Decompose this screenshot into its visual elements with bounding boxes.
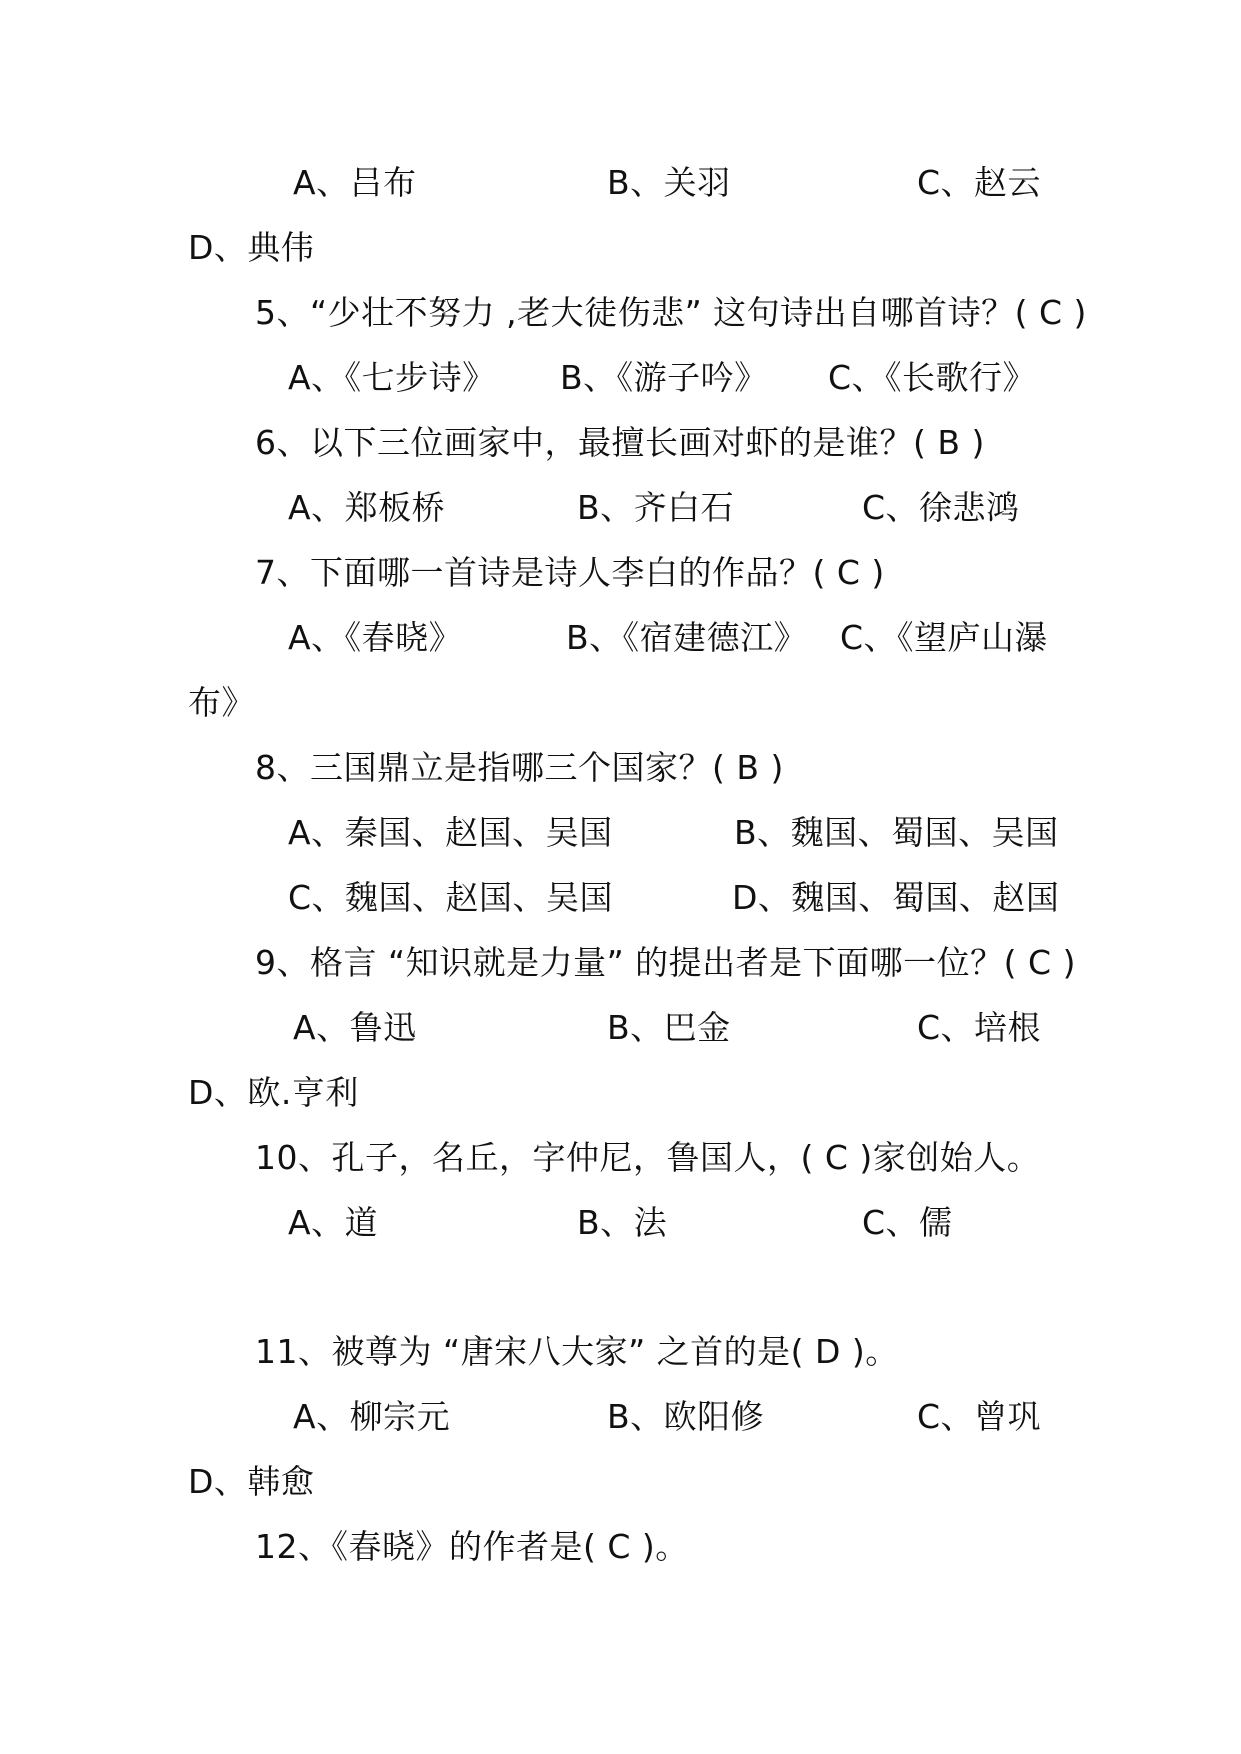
question-12: 12、《春晓》的作者是( C )。 <box>255 1527 689 1566</box>
option-4a: A、吕布 <box>293 163 417 202</box>
option-11c: C、曾巩 <box>917 1397 1042 1436</box>
question-11: 11、被尊为 “唐宋八大家” 之首的是( D )。 <box>255 1332 899 1371</box>
option-9c: C、培根 <box>917 1008 1042 1047</box>
option-5a: A、《七步诗》 <box>288 358 496 397</box>
option-6a: A、郑板桥 <box>288 488 446 527</box>
option-7c-continued: 布》 <box>188 683 255 722</box>
option-5c: C、《长歌行》 <box>828 358 1037 397</box>
option-9b: B、巴金 <box>607 1008 731 1047</box>
option-8b: B、魏国、蜀国、吴国 <box>734 813 1059 852</box>
question-9: 9、格言 “知识就是力量” 的提出者是下面哪一位？( C ) <box>255 943 1076 982</box>
option-5b: B、《游子吟》 <box>560 358 768 397</box>
question-6: 6、以下三位画家中，最擅长画对虾的是谁？( B ) <box>255 423 985 462</box>
question-10: 10、孔子，名丘，字仲尼，鲁国人，( C )家创始人。 <box>255 1138 1041 1177</box>
option-10c: C、儒 <box>862 1203 953 1242</box>
option-9a: A、鲁迅 <box>293 1008 417 1047</box>
option-9d: D、欧.亨利 <box>188 1073 359 1112</box>
option-10b: B、法 <box>577 1203 668 1242</box>
option-4c: C、赵云 <box>917 163 1042 202</box>
option-11a: A、柳宗元 <box>293 1397 451 1436</box>
question-7: 7、下面哪一首诗是诗人李白的作品？( C ) <box>255 553 885 592</box>
option-6b: B、齐白石 <box>577 488 735 527</box>
option-8a: A、秦国、赵国、吴国 <box>288 813 613 852</box>
option-7b: B、《宿建德江》 <box>566 618 808 657</box>
option-7c: C、《望庐山瀑 <box>840 618 1049 657</box>
option-10a: A、道 <box>288 1203 379 1242</box>
option-8c: C、魏国、赵国、吴国 <box>288 878 614 917</box>
option-11b: B、欧阳修 <box>607 1397 765 1436</box>
question-5: 5、“少壮不努力 ,老大徒伤悲” 这句诗出自哪首诗？( C ) <box>255 293 1087 332</box>
option-7a: A、《春晓》 <box>288 618 463 657</box>
option-11d: D、韩愈 <box>188 1462 315 1501</box>
option-4b: B、关羽 <box>607 163 731 202</box>
question-8: 8、三国鼎立是指哪三个国家？( B ) <box>255 748 784 787</box>
option-8d: D、魏国、蜀国、赵国 <box>732 878 1060 917</box>
option-6c: C、徐悲鸿 <box>862 488 1020 527</box>
option-4d: D、典伟 <box>188 228 315 267</box>
